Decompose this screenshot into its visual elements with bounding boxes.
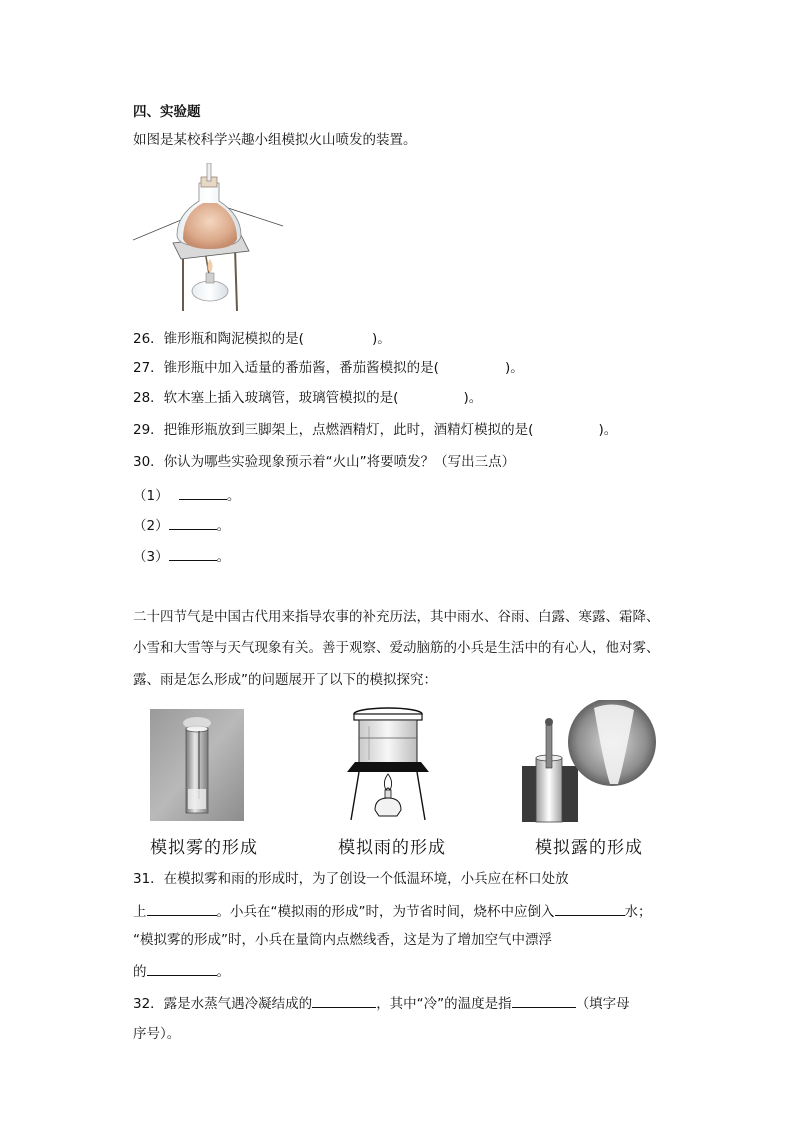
q26-text: 26．锥形瓶和陶泥模拟的是( [133,331,304,347]
q31-line-3: “模拟雾的形成”时，小兵在量筒内点燃线香，这是为了增加空气中漂浮 [133,932,552,948]
q30-label-3: （3） [133,549,169,565]
question-26 [133,330,391,348]
q32-line-1 [133,994,630,1013]
q30-answer-1 [133,486,240,505]
q31-line4-suffix: 。 [216,964,230,980]
q32-line-2: 序号）。 [133,1026,181,1042]
q32-blank-2[interactable] [512,994,576,1008]
question-28 [133,389,482,407]
section-intro: 如图是某校科学兴趣小组模拟火山喷发的装置。 [133,132,417,148]
q30-blank-1[interactable] [179,486,227,500]
question-30: 30．你认为哪些实验现象预示着“火山”将要喷发？（写出三点） [133,454,516,470]
q32-prefix: 32．露是水蒸气遇冷凝结成的 [133,996,313,1012]
q31-line-4 [133,962,230,981]
q31-line2-mid: 。小兵在“模拟雨的形成”时，为节省时间，烧杯中应倒入 [216,904,555,920]
section-title: 四、实验题 [133,104,201,120]
passage-line-2: 小雪和大雪等与天气现象有关。善于观察、爱动脑筋的小兵是生活中的有心人，他对雾、 [133,640,660,656]
fog-simulation-figure [150,709,244,821]
q30-blank-3[interactable] [169,547,217,561]
q32-mid: ，其中“冷”的温度是指 [376,996,512,1012]
q26-end: )。 [371,331,391,347]
q31-blank-3[interactable] [147,962,217,976]
q31-line-2 [133,902,652,921]
dew-simulation-figure [522,700,658,824]
q30-answer-3 [133,547,230,566]
q30-label-1: （1） [133,488,169,504]
q31-line4-prefix: 的 [133,964,147,980]
q30-label-2: （2） [133,518,169,534]
q31-line2-suffix: 水； [624,904,652,920]
q30-blank-2[interactable] [169,516,217,530]
q31-line-1: 31．在模拟雾和雨的形成时，为了创设一个低温环境，小兵应在杯口处放 [133,871,569,887]
passage-line-1: 二十四节气是中国古代用来指导农事的补充历法，其中雨水、谷雨、白露、寒露、霜降、 [133,609,660,625]
q30-end-1: 。 [226,488,241,504]
dew-caption: 模拟露的形成 [535,838,643,858]
q32-blank-1[interactable] [312,994,376,1008]
q31-blank-2[interactable] [555,902,625,916]
q31-blank-1[interactable] [147,902,217,916]
fog-caption: 模拟雾的形成 [150,838,258,858]
question-29 [133,421,617,439]
question-27 [133,359,524,377]
q28-text: 28．软木塞上插入玻璃管，玻璃管模拟的是( [133,390,399,406]
q30-end-3: 。 [216,549,231,565]
q27-text: 27．锥形瓶中加入适量的番茄酱，番茄酱模拟的是( [133,360,439,376]
q32-suffix: （填字母 [575,996,630,1012]
q30-answer-2 [133,516,230,535]
passage-line-3: 露、雨是怎么形成”的问题展开了以下的模拟探究： [133,672,437,688]
q30-end-2: 。 [216,518,231,534]
q29-end: )。 [598,422,618,438]
rain-caption: 模拟雨的形成 [338,838,446,858]
volcano-apparatus-figure [133,163,293,315]
q31-line2-prefix: 上 [133,904,147,920]
rain-simulation-figure [345,704,431,822]
q29-text: 29．把锥形瓶放到三脚架上，点燃酒精灯，此时，酒精灯模拟的是( [133,422,534,438]
q27-end: )。 [504,360,524,376]
q28-end: )。 [463,390,483,406]
